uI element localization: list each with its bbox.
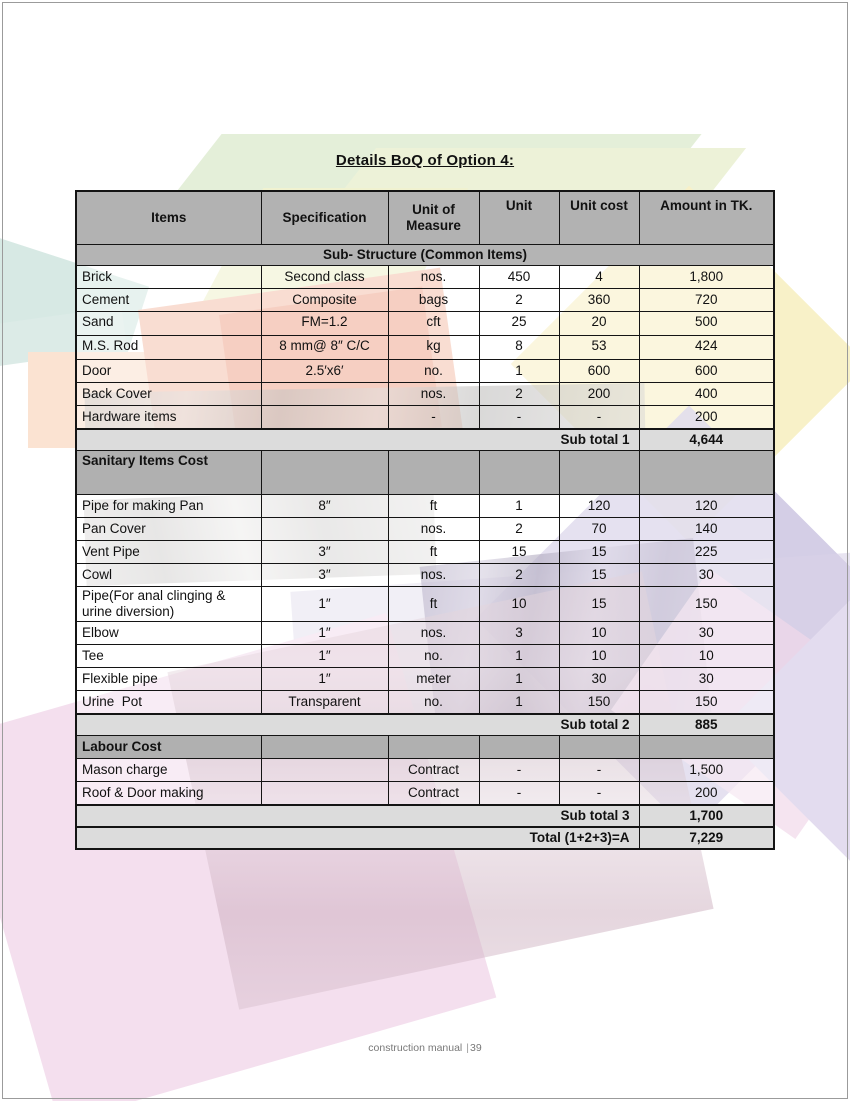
unit-cell: 1: [479, 668, 559, 691]
column-header-3: Unit: [479, 191, 559, 245]
item-cell: Elbow: [76, 622, 261, 645]
page-number: 39: [470, 1042, 482, 1054]
item-row: [76, 622, 774, 645]
column-header-5: Amount in TK.: [639, 191, 774, 245]
spec-cell: [261, 383, 388, 406]
section-empty-cell: [639, 736, 774, 759]
item-cell: Cowl: [76, 564, 261, 587]
spec-cell: 8 mm@ 8″ C/C: [261, 336, 388, 360]
unit-cost-cell: -: [559, 782, 639, 806]
item-cell: Vent Pipe: [76, 541, 261, 564]
unit-cost-cell: 120: [559, 495, 639, 518]
subtotal-row: [76, 805, 774, 827]
footer: [0, 1042, 850, 1054]
footer-text: construction manual: [368, 1042, 463, 1054]
uom-cell: ft: [388, 495, 479, 518]
item-cell: Flexible pipe: [76, 668, 261, 691]
item-row: [76, 289, 774, 312]
spec-cell: 1″: [261, 622, 388, 645]
item-row: [76, 495, 774, 518]
uom-cell: cft: [388, 312, 479, 336]
section-empty-cell: [639, 451, 774, 495]
unit-cell: -: [479, 406, 559, 430]
item-cell: Sand: [76, 312, 261, 336]
item-cell: Roof & Door making: [76, 782, 261, 806]
item-cell: Tee: [76, 645, 261, 668]
unit-cost-cell: 15: [559, 587, 639, 622]
uom-cell: ft: [388, 541, 479, 564]
unit-cell: 450: [479, 266, 559, 289]
unit-cost-cell: 150: [559, 691, 639, 715]
section-empty-cell: [559, 451, 639, 495]
uom-cell: kg: [388, 336, 479, 360]
item-row: [76, 668, 774, 691]
unit-cell: 2: [479, 518, 559, 541]
unit-cost-cell: 10: [559, 645, 639, 668]
spec-cell: [261, 406, 388, 430]
unit-cost-cell: 15: [559, 541, 639, 564]
footer-separator: |: [466, 1042, 469, 1054]
uom-cell: no.: [388, 645, 479, 668]
unit-cost-cell: 20: [559, 312, 639, 336]
amount-cell: 424: [639, 336, 774, 360]
item-cell: Pan Cover: [76, 518, 261, 541]
item-cell: Pipe(For anal clinging & urine diversion): [76, 587, 261, 622]
item-cell: Cement: [76, 289, 261, 312]
section-header-row: [76, 451, 774, 495]
spec-cell: 1″: [261, 668, 388, 691]
uom-cell: no.: [388, 360, 479, 383]
boq-table-head: [76, 191, 774, 245]
amount-cell: 1,800: [639, 266, 774, 289]
spec-cell: 3″: [261, 564, 388, 587]
subtotal-label: Sub total 1: [76, 429, 639, 451]
unit-cell: -: [479, 759, 559, 782]
amount-cell: 30: [639, 622, 774, 645]
amount-cell: 140: [639, 518, 774, 541]
amount-cell: 10: [639, 645, 774, 668]
section-empty-cell: [479, 736, 559, 759]
amount-cell: 120: [639, 495, 774, 518]
item-row: [76, 312, 774, 336]
subtotal-label: Sub total 2: [76, 714, 639, 736]
item-cell: Hardware items: [76, 406, 261, 430]
uom-cell: Contract: [388, 782, 479, 806]
amount-cell: 30: [639, 668, 774, 691]
uom-cell: ft: [388, 587, 479, 622]
unit-cost-cell: 10: [559, 622, 639, 645]
item-cell: Brick: [76, 266, 261, 289]
unit-cost-cell: 600: [559, 360, 639, 383]
item-row: [76, 266, 774, 289]
spec-cell: 8″: [261, 495, 388, 518]
item-row: [76, 336, 774, 360]
spec-cell: [261, 518, 388, 541]
column-header-4: Unit cost: [559, 191, 639, 245]
uom-cell: nos.: [388, 564, 479, 587]
boq-table-body: [76, 245, 774, 850]
section-title: Labour Cost: [76, 736, 261, 759]
item-row: [76, 541, 774, 564]
unit-cell: 8: [479, 336, 559, 360]
section-empty-cell: [479, 451, 559, 495]
item-row: [76, 782, 774, 806]
section-header-row: [76, 245, 774, 266]
uom-cell: bags: [388, 289, 479, 312]
spec-cell: Second class: [261, 266, 388, 289]
spec-cell: 1″: [261, 587, 388, 622]
spec-cell: Transparent: [261, 691, 388, 715]
spec-cell: 1″: [261, 645, 388, 668]
unit-cell: 1: [479, 360, 559, 383]
uom-cell: nos.: [388, 383, 479, 406]
unit-cost-cell: -: [559, 759, 639, 782]
uom-cell: nos.: [388, 622, 479, 645]
unit-cell: 1: [479, 495, 559, 518]
amount-cell: 600: [639, 360, 774, 383]
amount-cell: 200: [639, 782, 774, 806]
boq-table: [75, 190, 775, 850]
section-empty-cell: [559, 736, 639, 759]
item-row: [76, 587, 774, 622]
unit-cell: 2: [479, 383, 559, 406]
uom-cell: Contract: [388, 759, 479, 782]
item-cell: Pipe for making Pan: [76, 495, 261, 518]
amount-cell: 150: [639, 587, 774, 622]
unit-cost-cell: 70: [559, 518, 639, 541]
column-header-1: Specification: [261, 191, 388, 245]
unit-cost-cell: 53: [559, 336, 639, 360]
unit-cost-cell: 30: [559, 668, 639, 691]
uom-cell: meter: [388, 668, 479, 691]
amount-cell: 225: [639, 541, 774, 564]
section-empty-cell: [261, 451, 388, 495]
amount-cell: 30: [639, 564, 774, 587]
spec-cell: [261, 782, 388, 806]
unit-cost-cell: 4: [559, 266, 639, 289]
item-cell: Mason charge: [76, 759, 261, 782]
unit-cell: 2: [479, 564, 559, 587]
column-header-0: Items: [76, 191, 261, 245]
spec-cell: 3″: [261, 541, 388, 564]
subtotal-label: Sub total 3: [76, 805, 639, 827]
item-cell: Back Cover: [76, 383, 261, 406]
item-cell: Urine Pot: [76, 691, 261, 715]
amount-cell: 400: [639, 383, 774, 406]
amount-cell: 720: [639, 289, 774, 312]
subtotal-row: [76, 429, 774, 451]
subtotal-amount: 885: [639, 714, 774, 736]
section-empty-cell: [388, 736, 479, 759]
spec-cell: [261, 759, 388, 782]
uom-cell: no.: [388, 691, 479, 715]
total-amount: 7,229: [639, 827, 774, 849]
section-empty-cell: [261, 736, 388, 759]
unit-cell: 15: [479, 541, 559, 564]
unit-cost-cell: 360: [559, 289, 639, 312]
item-row: [76, 406, 774, 430]
spec-cell: Composite: [261, 289, 388, 312]
item-row: [76, 518, 774, 541]
section-header-row: [76, 736, 774, 759]
spec-cell: 2.5′x6′: [261, 360, 388, 383]
unit-cost-cell: 200: [559, 383, 639, 406]
section-empty-cell: [388, 451, 479, 495]
item-cell: M.S. Rod: [76, 336, 261, 360]
unit-cell: 10: [479, 587, 559, 622]
total-row: [76, 827, 774, 849]
section-title: Sanitary Items Cost: [76, 451, 261, 495]
subtotal-row: [76, 714, 774, 736]
unit-cell: 3: [479, 622, 559, 645]
total-label: Total (1+2+3)=A: [76, 827, 639, 849]
item-row: [76, 691, 774, 715]
unit-cell: 1: [479, 645, 559, 668]
item-cell: Door: [76, 360, 261, 383]
item-row: [76, 383, 774, 406]
item-row: [76, 360, 774, 383]
subtotal-amount: 4,644: [639, 429, 774, 451]
item-row: [76, 645, 774, 668]
item-row: [76, 564, 774, 587]
unit-cell: 25: [479, 312, 559, 336]
amount-cell: 200: [639, 406, 774, 430]
item-row: [76, 759, 774, 782]
amount-cell: 150: [639, 691, 774, 715]
uom-cell: -: [388, 406, 479, 430]
uom-cell: nos.: [388, 266, 479, 289]
amount-cell: 500: [639, 312, 774, 336]
unit-cell: 1: [479, 691, 559, 715]
spec-cell: FM=1.2: [261, 312, 388, 336]
unit-cost-cell: 15: [559, 564, 639, 587]
column-header-2: Unit of Measure: [388, 191, 479, 245]
subtotal-amount: 1,700: [639, 805, 774, 827]
header-row: [76, 191, 774, 245]
section-title: Sub- Structure (Common Items): [76, 245, 774, 266]
uom-cell: nos.: [388, 518, 479, 541]
unit-cost-cell: -: [559, 406, 639, 430]
amount-cell: 1,500: [639, 759, 774, 782]
unit-cell: 2: [479, 289, 559, 312]
page-title: Details BoQ of Option 4:: [335, 152, 515, 169]
unit-cell: -: [479, 782, 559, 806]
